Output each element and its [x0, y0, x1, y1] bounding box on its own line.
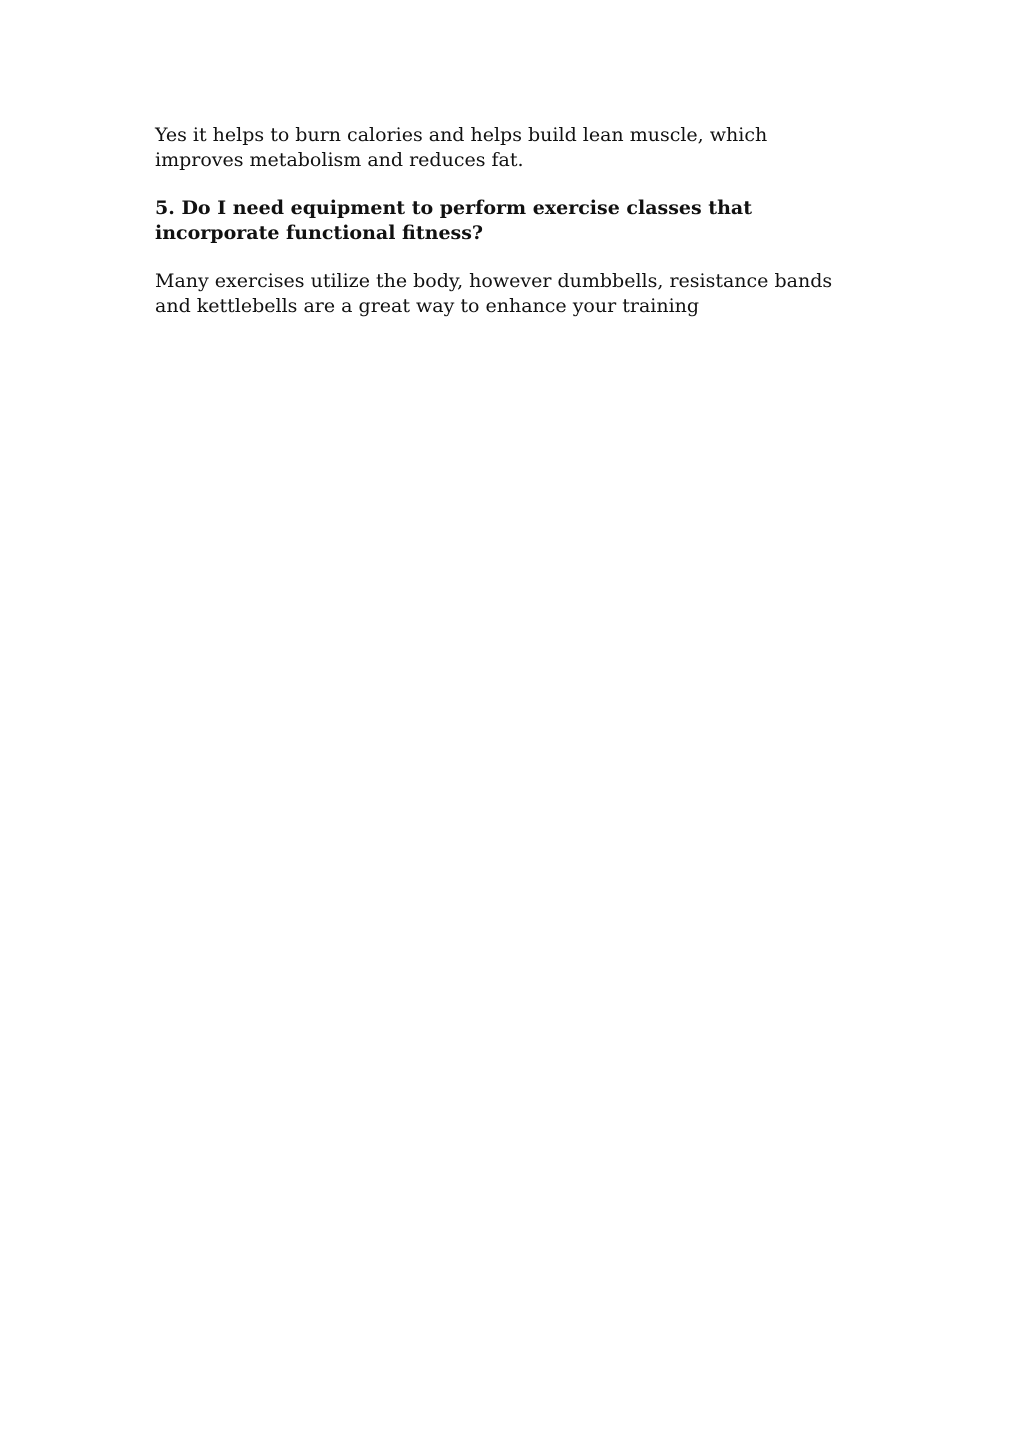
document-body	[155, 123, 835, 318]
answer-paragraph-5: Many exercises utilize the body, however dumbbells, resistance bands and kettlebells are a great way to enhance your training	[155, 270, 833, 317]
question-heading-5: 5. Do I need equipment to perform exercise classes that incorporate functional fitness?	[155, 197, 752, 244]
answer-paragraph-4: Yes it helps to burn calories and helps build lean muscle, which improves metabolism and reduces fat.	[155, 124, 768, 171]
